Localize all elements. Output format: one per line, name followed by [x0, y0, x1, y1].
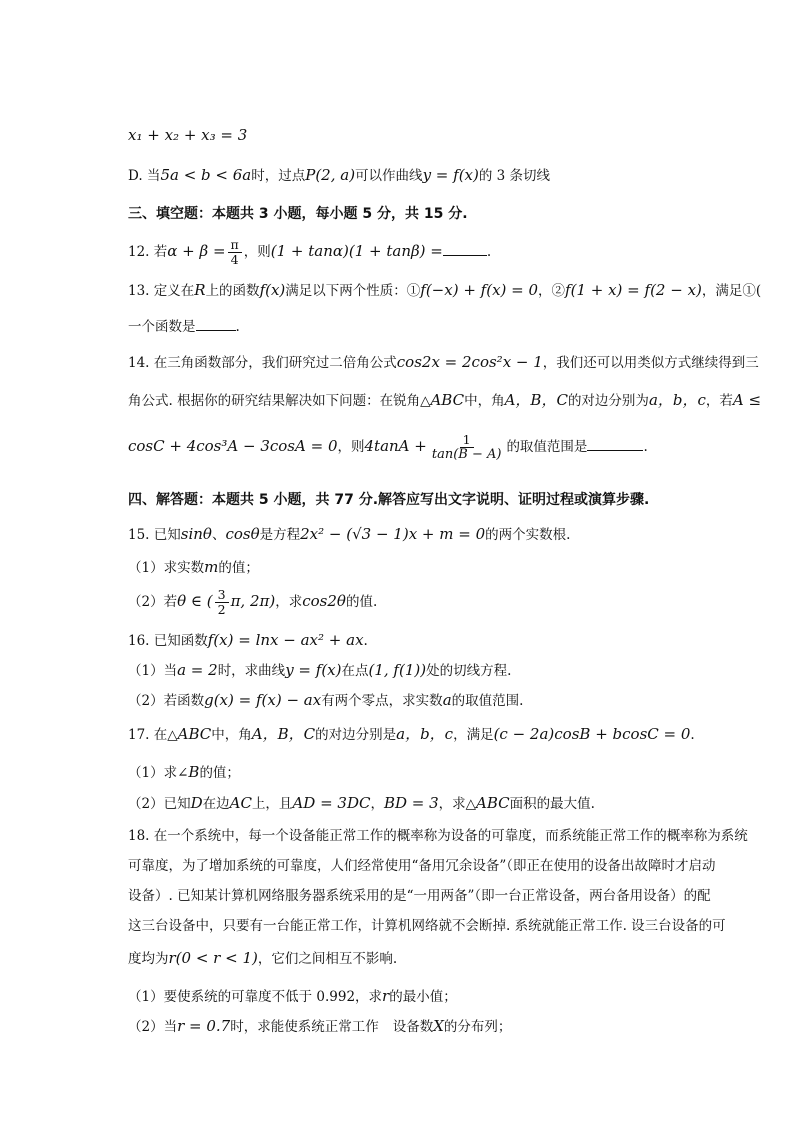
text: 在点: [341, 663, 369, 679]
text: 面积的最大值.: [509, 796, 595, 812]
numerator: 3: [215, 588, 229, 603]
math: a: [442, 691, 452, 709]
math: R: [194, 281, 206, 299]
math: D: [190, 794, 203, 812]
text: D. 当: [128, 168, 161, 184]
math: α + β =: [167, 242, 226, 260]
text: （1）当: [128, 663, 178, 679]
text: 的值；: [199, 765, 240, 781]
text: ，: [370, 796, 384, 812]
math: AD = 3DC: [292, 794, 371, 812]
math: m: [204, 558, 219, 576]
math: A，B，C: [504, 391, 568, 409]
math: f(−x) + f(x) = 0: [420, 281, 539, 299]
line-option-d: [128, 165, 550, 186]
text: 15. 已知: [128, 527, 181, 543]
text: 中，角: [464, 393, 505, 409]
math: ABC: [430, 391, 465, 409]
math: 4tanA +: [364, 437, 427, 455]
math: ABC: [476, 794, 510, 812]
text: 角公式. 根据你的研究结果解决如下问题：在锐角△: [128, 393, 431, 409]
question-18-line-3: 设备）. 已知某计算机网络服务器系统采用的是“一用两备”（即一台正常设备，两台备用设备）的配: [128, 888, 711, 904]
question-17-part-2: [128, 793, 595, 814]
text: （2）已知: [128, 796, 191, 812]
math: cos2θ: [302, 592, 346, 610]
math: (1, f(1)): [368, 661, 427, 679]
math: 5a < b < 6a: [160, 166, 252, 184]
text: 17. 在△: [128, 727, 178, 743]
text: 的对边分别是: [315, 727, 397, 743]
text: 的值；: [218, 560, 259, 576]
math: B: [188, 763, 200, 781]
text: ，满足: [453, 727, 494, 743]
math: AC: [229, 794, 252, 812]
math: a = 2: [177, 661, 218, 679]
math: cosθ: [225, 525, 260, 543]
text: （2）若: [128, 594, 178, 610]
question-13-cont: [128, 316, 240, 337]
math: A，B，C: [251, 725, 316, 743]
text: （1）求实数: [128, 560, 205, 576]
question-14: [128, 352, 759, 373]
math: r(0 < r < 1): [168, 949, 258, 967]
math: π, 2π): [230, 592, 276, 610]
text: 度均为: [128, 951, 169, 967]
text: 上，且: [251, 796, 293, 812]
text: （2）当: [128, 1019, 178, 1035]
text: ，则: [243, 244, 271, 260]
text: （2）若函数: [128, 693, 205, 709]
fraction: [228, 238, 242, 267]
text: 可以作曲线: [355, 168, 423, 184]
math: g(x) = f(x) − ax: [204, 691, 322, 709]
math: a，b，c: [396, 725, 454, 743]
text: .: [690, 727, 695, 743]
question-15: [128, 524, 570, 545]
text: 的两个实数根.: [485, 527, 571, 543]
text: ，我们还可以用类似方式继续得到三: [542, 355, 759, 371]
text: 时，过点: [251, 168, 306, 184]
text: .: [235, 319, 240, 335]
denominator: tan(B − A): [431, 447, 502, 462]
math: r = 0.7: [177, 1017, 231, 1035]
text: 一个函数是: [128, 319, 196, 335]
numerator: 1: [460, 433, 474, 448]
text: 16. 已知函数: [128, 633, 208, 649]
text: ，若: [705, 393, 733, 409]
answer-blank: [196, 316, 236, 331]
question-16-part-1: [128, 660, 511, 681]
text: 的分布列；: [443, 1019, 512, 1035]
text: 14. 在三角函数部分，我们研究过二倍角公式: [128, 355, 397, 371]
question-18-part-2: [128, 1016, 511, 1037]
text: ，满足①(: [701, 283, 762, 299]
question-14-cont-2: [128, 433, 648, 463]
question-18-line-2: 可靠度，为了增加系统的可靠度，人们经常使用“备用冗余设备”（即正在使用的设备出故障时才启动: [128, 858, 716, 874]
fraction: [429, 433, 505, 462]
text: 在边: [202, 796, 230, 812]
text: 时，求曲线: [217, 663, 286, 679]
text: 满足以下两个性质：①: [285, 283, 421, 299]
text: （1）求∠: [128, 765, 189, 781]
question-17: [128, 724, 695, 745]
question-15-part-1: [128, 557, 259, 578]
math: cosC + 4cos³A − 3cosA = 0: [128, 437, 338, 455]
question-14-cont: [128, 390, 761, 411]
text: 的值.: [345, 594, 378, 610]
math: sinθ: [180, 525, 212, 543]
denominator: 4: [230, 252, 239, 267]
question-13: [128, 280, 761, 301]
text: 时，求能使系统正常工作: [230, 1019, 379, 1035]
question-16: [128, 630, 368, 651]
text: 13. 定义在: [128, 283, 195, 299]
answer-blank: [443, 241, 487, 256]
question-17-part-1: [128, 762, 240, 783]
answer-blank: [587, 436, 643, 451]
math: ABC: [177, 725, 212, 743]
question-16-part-2: [128, 690, 523, 711]
text: .: [363, 633, 368, 649]
line-x-sum: [128, 125, 247, 146]
text: ，则: [337, 439, 365, 455]
text: 中，角: [211, 727, 252, 743]
text: .: [486, 244, 492, 260]
math: X: [433, 1017, 444, 1035]
text: 是方程: [259, 527, 301, 543]
math: BD = 3: [383, 794, 439, 812]
denominator: 2: [217, 602, 226, 617]
section-fill-in-heading: 三、填空题：本题共 3 小题，每小题 5 分，共 15 分.: [128, 206, 468, 222]
math: r: [382, 987, 390, 1005]
math: f(1 + x) = f(2 − x): [565, 281, 702, 299]
text: 的最小值；: [389, 989, 457, 1005]
question-12: [128, 237, 492, 267]
math: 2x² − (√3 − 1)x + m = 0: [300, 525, 486, 543]
text: 处的切线方程.: [426, 663, 512, 679]
question-18-part-1: [128, 986, 457, 1007]
text: ，求△: [438, 796, 477, 812]
math: (1 + tanα)(1 + tanβ) =: [270, 242, 443, 260]
math: y = f(x): [285, 661, 342, 679]
text: 的对边分别为: [567, 393, 649, 409]
question-18-line-4: 这三台设备中，只要有一台能正常工作，计算机网络就不会断掉. 系统就能正常工作. 设三台设备的可: [128, 918, 726, 934]
text: （1）要使系统的可靠度不低于 0.992，求: [128, 989, 383, 1005]
text: .: [643, 439, 648, 455]
math: a，b，c: [648, 391, 706, 409]
text: 、: [211, 527, 226, 543]
text: 设备数: [392, 1019, 434, 1035]
fraction: [215, 588, 229, 617]
math: cos2x = 2cos²x − 1: [396, 353, 543, 371]
math: f(x): [259, 281, 286, 299]
numerator: π: [228, 238, 242, 253]
math: x₁ + x₂ + x₃ = 3: [128, 126, 248, 144]
math: (c − 2a)cosB + bcosC = 0: [493, 725, 691, 743]
text: 的取值范围是: [506, 439, 588, 455]
text: 上的函数: [205, 283, 260, 299]
question-18-line-1: 18. 在一个系统中，每一个设备能正常工作的概率称为设备的可靠度，而系统能正常工作的概率称为系统: [128, 828, 748, 844]
section-answer-heading: 四、解答题：本题共 5 小题，共 77 分.解答应写出文字说明、证明过程或演算步骤.: [128, 492, 650, 508]
math: θ ∈ (: [177, 592, 213, 610]
text: 的 3 条切线: [478, 168, 551, 184]
text: ，它们之间相互不影响.: [257, 951, 398, 967]
question-15-part-2: [128, 588, 377, 618]
math: y = f(x): [422, 166, 479, 184]
question-18-line-5: [128, 948, 397, 969]
math: A ≤: [732, 391, 762, 409]
text: ，②: [538, 283, 566, 299]
text: 12. 若: [128, 244, 168, 260]
math: P(2, a): [305, 166, 356, 184]
text: 的取值范围.: [451, 693, 524, 709]
text: 有两个零点，求实数: [321, 693, 443, 709]
math: f(x) = lnx − ax² + ax: [207, 631, 364, 649]
text: ，求: [275, 594, 303, 610]
